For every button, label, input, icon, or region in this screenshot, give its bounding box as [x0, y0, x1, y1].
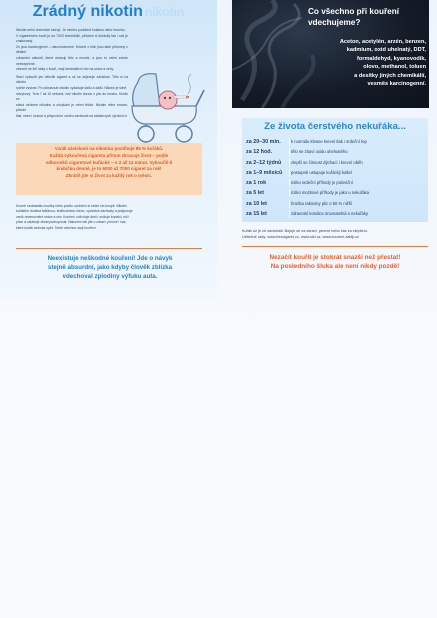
timeline-separator [289, 148, 290, 156]
help-line: Kuřák už je ze závislosti: Bojuje se za zdraví, peníze nebo čas za zlepšení. [242, 229, 368, 233]
intro-line: zdravotní zákoně, které otravují tělo a mozek, a jsou to velmi zdraví nebezpečné, [16, 55, 128, 66]
effects-line: které kuřák nezíská zpět. Tohle všechno stojí kouření. [16, 225, 97, 230]
intro-line: rychle zvykne. Po dohasnutí nikotin vyžaduje další a další. Nikotin je silně [16, 85, 127, 90]
intro-line: V cigaretovém kouři je na 7000 chemikálií, přičemž si kuřácký tak i ocit je znakovaný. [16, 33, 128, 44]
timeline-separator [289, 169, 290, 177]
question-line: vdechujeme? [308, 18, 361, 27]
section-divider-right [242, 246, 428, 247]
timeline-row [246, 168, 426, 178]
intro-line: Nikotin mění chemické ústrojí. Je mnoho podobné kokainu nebo heroinu. [16, 28, 126, 32]
chemicals-line: Aceton, acetylén, arzén, benzen, [339, 39, 426, 45]
timeline-separator [289, 159, 290, 167]
timeline-time: za 10 let [246, 200, 267, 207]
warning-line: odborníků cigaretové kuřácké – o 2 až 12 minut. Vykouříš-li [45, 159, 173, 165]
intro-line: obecně se šíří látky v kouři, mají destruktivní vliv na srdce a cévy. [16, 67, 114, 72]
timeline-effect: hrozba rakoviny plic o 50 % nižší [291, 200, 352, 206]
left-conclusion [26, 254, 194, 281]
timeline-row [246, 147, 426, 157]
warning-line: krabičku denně, je to 6000 až 7000 cigaret za rok! [56, 166, 162, 172]
timeline-effect: zdravotní kondice srovnatelná s nekuřáky [291, 211, 369, 217]
timeline-effect: tělo se zbaví oxidu uhelnatého [291, 149, 348, 155]
timeline-effect: postupně ustupuje kuřácký kašel [291, 169, 352, 175]
panel-title-ghost: nikotin [144, 5, 185, 19]
timeline-time: za 2–12 týdnů [246, 159, 282, 166]
chemicals-line: olovo, methanol, toluen [363, 64, 426, 71]
conclusion-line: stejně absurdní, jako kdyby člověk zblízka [47, 264, 173, 271]
timeline-row [246, 188, 426, 198]
chemicals-question [308, 6, 424, 28]
addiction-warning-text [22, 146, 196, 180]
intro-line: stává otrokem nikotinu a odvykání je velmi těžké. Nikotin mění emoce, působí [16, 102, 128, 113]
addiction-warning-box [16, 143, 202, 195]
chemicals-list [302, 38, 426, 88]
intro-line: Stačí vykouřit jen několik cigaret a už se objevuje závislost. Tělo si na nikotin [16, 74, 128, 85]
timeline-effect: riziko mozkové příhody je jako u nekuřáka [291, 190, 369, 196]
intro-line: návykový. Trvá 7 až 10 sekund, než nikotin dorazí z plic do mozku. Kuřák se [16, 91, 128, 102]
timeline-separator [289, 210, 290, 218]
help-resources [242, 228, 428, 240]
timeline-row [246, 137, 426, 147]
timeline-separator [289, 189, 290, 197]
timeline-time: za 1–9 měsíců [246, 169, 283, 176]
warning-line: Zkrátíš jde si život za každý rok o měsíc. [65, 173, 153, 179]
timeline-separator [289, 200, 290, 208]
conclusion-line: Neexistuje neškodné kouření! Jde o návyk [47, 255, 173, 262]
right-conclusion [244, 253, 426, 271]
timeline-effect: riziko srdeční příhody je poloviční [291, 180, 353, 186]
conclusion-line: Na posledního šluka ale není nikdy pozdě! [270, 263, 400, 270]
timeline-separator [289, 138, 290, 146]
intro-line: Zn jsou karcinogenní – rakovinotvorné. Mnohé z nich jsou také přítomny v dětské [16, 44, 128, 55]
chemicals-line: kadmium, oxid uhelnatý, DDT, [346, 47, 426, 54]
non-smoker-timeline-box [242, 118, 428, 222]
question-line: Co všechno při kouření [308, 7, 399, 16]
help-links-line: Užitečné rady: www.bezcigaret.cz, www.slzt.cz, www.koureni-zabiji.cz [242, 235, 359, 240]
baby-pram-illustration [126, 70, 208, 144]
effects-line: vznik onemocnění srdce a cév. Kouření ovlivňuje dech, snižuje kondici, ničí [16, 214, 129, 219]
effects-paragraph [16, 204, 202, 231]
warning-line: Každá vykouřená cigareta přitom zkracuje život – podle [49, 152, 169, 158]
timeline-row [246, 199, 426, 209]
timeline-row [246, 158, 426, 168]
timeline-time: za 5 let [246, 190, 264, 197]
panel-title-text: Zrádný nikotin [32, 3, 143, 20]
timeline-row [246, 178, 426, 188]
timeline-title-text: Ze života čerstvého nekuřáka... [264, 121, 406, 132]
nicotine-panel [0, 0, 217, 298]
effects-line: plíce a oslabuje obranyschopnost. Nakonec tak jde o zdraví, peníze i čas, [16, 220, 127, 225]
section-divider [16, 248, 202, 249]
timeline-effect: zlepší se činnost dýchací i krevní oběh [291, 159, 363, 165]
chemicals-line: formaldehyd, kyanovodík, [356, 55, 426, 62]
chemicals-line: vesměs karcinogenní. [367, 81, 426, 88]
timeline-time: za 1 rok [246, 180, 267, 187]
intro-line: tlak, stres i úzkost a přispívá ke vzniku závislosti na tabákových výrobcích. [16, 113, 128, 118]
effects-line: Kromě nedostatku kouřky nebo pocitu uvolnění si nelze nic koupit. Nikotin [16, 204, 127, 208]
timeline-row [246, 209, 426, 219]
intro-paragraph [16, 28, 128, 120]
warning-line: Vznik závislosti na nikotinu postihuje 85 % kuřáků. [54, 146, 164, 151]
timeline-time: za 20–30 min. [246, 139, 281, 145]
chemicals-line: a desítky jiných chemikálií, [354, 72, 426, 79]
conclusion-line: vdechoval zplodiny výfuku auta. [62, 273, 158, 280]
timeline-time: za 12 hod. [246, 149, 273, 156]
timeline-list [246, 137, 426, 219]
timeline-title [242, 121, 428, 132]
timeline-separator [289, 179, 290, 187]
effects-line: kuřákům dodává falešnou, krátkodobou úlevu, vyvolává záchvaty a podporuje [16, 209, 133, 214]
chemicals-box [232, 0, 429, 108]
timeline-effect: k normálu klesne krevní tlak i srdeční tep [291, 139, 367, 144]
timeline-time: za 15 let [246, 211, 267, 218]
panel-title [0, 3, 217, 21]
conclusion-line: Nezačít kouřit je stokrát snazší než přestat! [269, 254, 401, 261]
